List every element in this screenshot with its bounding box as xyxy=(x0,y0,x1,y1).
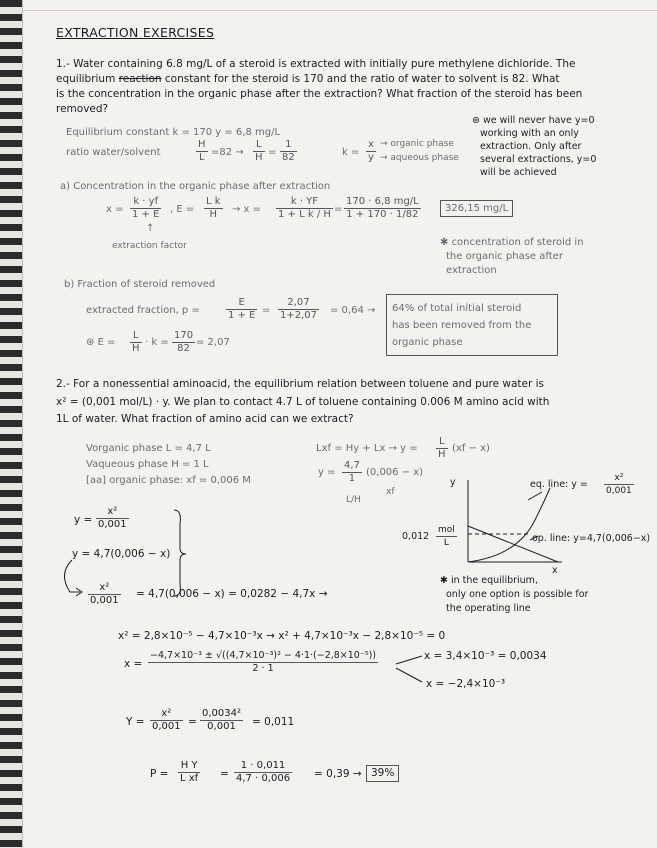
ex1-a-note-line3: extraction xyxy=(446,265,497,276)
ex1-a-x-eq: x = xyxy=(106,204,124,215)
ex1-b-frac-num: $\frac{2,07}{1+2,07}$ xyxy=(280,297,318,321)
ex1-a-eq: = xyxy=(334,204,343,215)
ex1-note-line3: extraction. Only after xyxy=(480,141,582,152)
ex1-a-arrow: ↑ xyxy=(146,223,155,234)
ex1-line2-rest: constant for the steroid is 170 and the ratio of water to solvent is 82. What xyxy=(164,73,560,85)
ex2-quadratic: x² = 2,8×10⁻⁵ − 4,7×10⁻³x → x² + 4,7×10⁻³x − 2,8×10⁻⁵ = 0 xyxy=(118,630,446,642)
ex1-frac-l-over-h: $\frac{L}{H}$ xyxy=(255,139,263,163)
ex1-given-ratio-label: ratio water/solvent xyxy=(66,147,161,158)
ex1-note-line5: will be achieved xyxy=(480,167,557,178)
plot-eq-curve xyxy=(468,488,550,562)
ex2-balance-2: (xf − x) xyxy=(452,443,490,454)
ex1-a-answer-box: 326,15 mg/L xyxy=(440,200,513,217)
ex1-a-frac-kyf: $\frac{k \cdot YF}{\text{1 + L k / H}}$ xyxy=(278,196,331,220)
ex2-solution-positive: x = 3,4×10⁻³ = 0,0034 xyxy=(424,650,547,662)
ex2-system-y: y = xyxy=(74,514,93,526)
ex1-note-line2: working with an only xyxy=(480,128,579,139)
ex1-a-e-eq: , E = xyxy=(170,204,195,215)
ex2-solution-x: x = xyxy=(124,658,143,670)
ex1-frac-x-over-y: $\frac{x}{y}$ xyxy=(368,139,374,163)
ex2-system-y2: y = 4,7(0,006 − x) xyxy=(72,548,171,560)
ex2-p-label: P = xyxy=(150,768,169,780)
ex1-statement-line3: is the concentration in the organic phase after the extraction? What fraction of the steroid has been xyxy=(56,88,583,100)
ex2-plot-note-line1: ✱ in the equilibrium, xyxy=(440,575,538,586)
ex1-note-line1: ⊛ we will never have y=0 xyxy=(472,115,595,126)
ex2-plot-note-line3: the operating line xyxy=(446,603,531,614)
page-title: EXTRACTION EXERCISES xyxy=(56,25,215,40)
ex1-a-note-line1: ✱ concentration of steroid in xyxy=(440,237,584,248)
ex1-y-note: → aqueous phase xyxy=(380,153,459,163)
ex2-y-line-2: (0,006 − x) xyxy=(366,467,424,478)
ex2-y-frac-x2: $\frac{\text{x²}}{0,001}$ xyxy=(152,708,181,732)
ex2-volume-organic: Vorganic phase L = 4,7 L xyxy=(86,443,211,454)
ex2-y-frac-res: $\frac{\text{0,0034²}}{0,001}$ xyxy=(202,708,241,732)
ex2-system-brace xyxy=(56,504,196,600)
ex2-p-eq-sign: = xyxy=(220,768,229,780)
ex1-b-answer-line1: 64% of total initial steroid xyxy=(392,303,522,314)
ex1-b-answer-line2: has been removed from the xyxy=(392,320,532,331)
ex1-b-frac-lh: $\frac{L}{H}$ xyxy=(132,330,140,354)
ex2-frac-47: $\frac{4,7}{1}$ xyxy=(344,460,360,484)
ex2-combine-eq: = 4,7(0,006 − x) = 0,0282 − 4,7x → xyxy=(136,588,328,600)
ex1-frac-h-over-l: $\frac{H}{L}$ xyxy=(198,139,206,163)
ex2-y-eq-sign: = xyxy=(188,716,197,728)
ex2-under-lh: L/H xyxy=(346,495,361,505)
ex2-statement-line3: 1L of water. What fraction of amino acid can we extract? xyxy=(56,413,354,425)
ex2-statement-line1: 2.- For a nonessential aminoacid, the equilibrium relation between toluene and pure water is xyxy=(56,378,545,390)
ex1-statement-line2 xyxy=(56,73,560,86)
plot-arrow-eq xyxy=(528,492,542,500)
ex2-p-answer-box: 39% xyxy=(366,765,399,782)
ex2-balance: Lxf = Hy + Lx → y = xyxy=(316,443,418,454)
ex1-a-note-line2: the organic phase after xyxy=(446,251,563,262)
ex2-statement-line2: x² = (0,001 mol/L) · y. We plan to contact 4.7 L of toluene containing 0.006 M amino acid with xyxy=(56,396,550,408)
spiral-binding xyxy=(0,0,23,848)
ex1-a-frac-calc: $\frac{170 \cdot 6,8 mg/L}{1 + 170 \cdot 1/82}$ xyxy=(346,196,419,220)
ex2-under-xf: xf xyxy=(386,487,395,497)
ex2-p-frac2: $\frac{1 \cdot 0,011}{4,7 \cdot 0,006}$ xyxy=(236,760,291,784)
ex1-frac-1-over-82: $\frac{1}{82}$ xyxy=(282,139,295,163)
ex1-x-note: → organic phase xyxy=(380,139,454,149)
ex2-frac-x2: $\frac{\text{x²}}{0,001}$ xyxy=(98,506,127,530)
ex2-plot-eq-frac: $\frac{\text{x²}}{0,001}$ xyxy=(606,473,632,496)
ex2-y-result-value: = 0,011 xyxy=(252,716,295,728)
ex1-b-e-eq: ⊛ E = xyxy=(86,337,116,348)
ex2-p-result: = 0,39 → xyxy=(314,768,362,780)
ex1-a-extraction-factor: extraction factor xyxy=(112,241,187,251)
ex1-struck-word: reaction xyxy=(118,73,162,85)
ex1-k-eq: k = xyxy=(342,147,360,158)
ex2-solution-frac: $\frac{\text{−4,7×10⁻³ ± √((4,7×10⁻³)² − 4·1·(−2,8×10⁻⁵))}}{2 \cdot 1}$ xyxy=(150,650,377,674)
ex1-b-frac-e: $\frac{E}{1 + E}$ xyxy=(228,297,256,321)
ex2-plot-op-label: op. line: y=4,7(0,006−x) xyxy=(532,533,651,544)
ex2-y-line: y = xyxy=(318,467,336,478)
ex2-plot-y-label: y xyxy=(450,477,456,488)
ex2-plot-x-label: x xyxy=(552,565,558,576)
ex1-b-frac-170-82: $\frac{170}{82}$ xyxy=(174,330,194,354)
ex1-b-result: = 0,64 → xyxy=(330,305,376,316)
ex2-volume-aqueous: Vaqueous phase H = 1 L xyxy=(86,459,209,470)
ex1-b-e-result: = 2,07 xyxy=(196,337,230,348)
ex2-plot-note-line2: only one option is possible for xyxy=(446,589,589,600)
ex1-b-fraction-label: extracted fraction, p = xyxy=(86,305,200,316)
ex1-a-frac-ky: $\frac{k \cdot yf}{1 + E}$ xyxy=(132,196,160,220)
ex1-a-frac-lk: $\frac{\text{L k}}{H}$ xyxy=(206,196,221,220)
page-top-edge xyxy=(22,10,657,11)
ex2-p-frac1: $\frac{\text{H Y}}{\text{L xf}}$ xyxy=(180,760,199,784)
ex1-ratio-eq: =82 → xyxy=(211,147,244,158)
ex2-solution-negative: x = −2,4×10⁻³ xyxy=(426,678,506,690)
ex1-statement-line4: removed? xyxy=(56,103,109,115)
ex2-y-result-label: Y = xyxy=(126,716,145,728)
ex1-ratio-eq2: = xyxy=(268,147,277,158)
ex1-part-a-heading: a) Concentration in the organic phase after extraction xyxy=(60,181,331,192)
ex2-frac-x2-b: $\frac{\text{x²}}{0,001}$ xyxy=(90,582,119,606)
ex1-a-then: → x = xyxy=(232,204,262,215)
ex1-b-e-k: · k = xyxy=(145,337,169,348)
ex1-statement-line1: 1.- Water containing 6.8 mg/L of a steroid is extracted with initially pure methylene dichloride. The xyxy=(56,58,576,70)
ex2-plot-y-value: 0,012 xyxy=(402,531,430,542)
ex2-plot-eq-label: eq. line: y = xyxy=(530,479,588,490)
ex1-b-eq: = xyxy=(262,305,271,316)
ex2-frac-lh: $\frac{L}{H}$ xyxy=(438,436,446,460)
ex1-word-equilibrium: equilibrium xyxy=(56,73,116,85)
ex2-plot-mol-unit: mol L xyxy=(438,525,455,548)
ex1-part-b-heading: b) Fraction of steroid removed xyxy=(64,279,216,290)
ex1-given-constant: Equilibrium constant k = 170 y = 6,8 mg/L xyxy=(66,127,281,138)
ex1-note-line4: several extractions, y=0 xyxy=(480,154,597,165)
ex2-aminoacid-conc: [aa] organic phase: xf = 0,006 M xyxy=(86,475,251,486)
ex1-b-answer-line3: organic phase xyxy=(392,337,463,348)
